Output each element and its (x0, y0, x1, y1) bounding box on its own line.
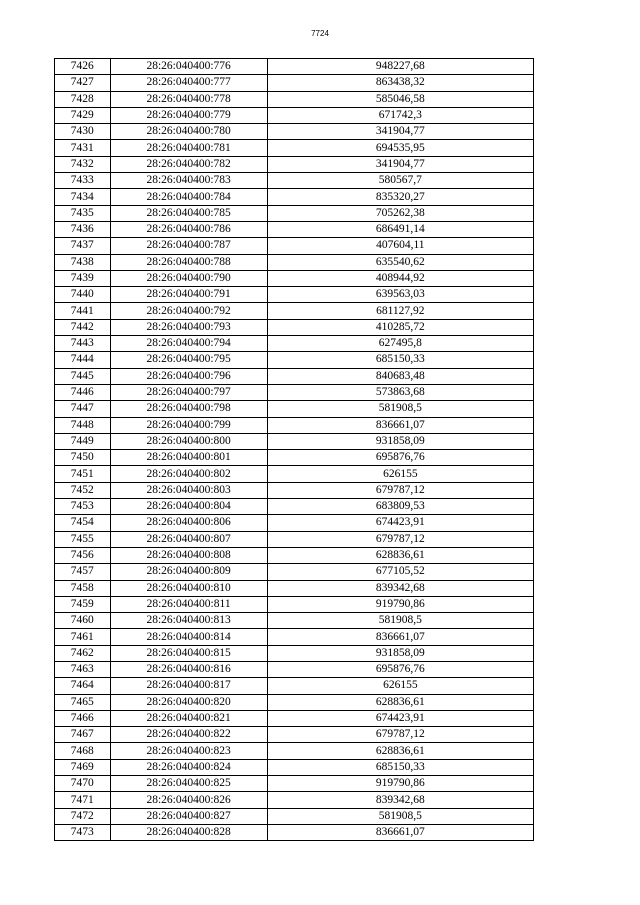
cadastral-number-cell: 28:26:040400:799 (110, 417, 267, 433)
row-number-cell: 7441 (55, 303, 111, 319)
table-row (55, 368, 534, 384)
row-number-cell: 7436 (55, 221, 111, 237)
cadastral-number-cell: 28:26:040400:815 (110, 645, 267, 661)
value-cell: 683809,53 (267, 499, 533, 515)
table-row (55, 547, 534, 563)
cadastral-number-cell: 28:26:040400:784 (110, 189, 267, 205)
row-number-cell: 7443 (55, 336, 111, 352)
cadastral-number-cell: 28:26:040400:794 (110, 336, 267, 352)
value-cell: 628836,61 (267, 743, 533, 759)
table-row (55, 270, 534, 286)
table-row (55, 238, 534, 254)
table-row (55, 336, 534, 352)
value-cell: 674423,91 (267, 515, 533, 531)
table-row (55, 450, 534, 466)
value-cell: 581908,5 (267, 401, 533, 417)
row-number-cell: 7431 (55, 140, 111, 156)
cadastral-number-cell: 28:26:040400:826 (110, 792, 267, 808)
value-cell: 836661,07 (267, 629, 533, 645)
cadastral-number-cell: 28:26:040400:780 (110, 124, 267, 140)
row-number-cell: 7457 (55, 564, 111, 580)
row-number-cell: 7466 (55, 710, 111, 726)
value-cell: 671742,3 (267, 107, 533, 123)
row-number-cell: 7430 (55, 124, 111, 140)
cadastral-number-cell: 28:26:040400:822 (110, 727, 267, 743)
cadastral-number-cell: 28:26:040400:787 (110, 238, 267, 254)
row-number-cell: 7439 (55, 270, 111, 286)
value-cell: 626155 (267, 678, 533, 694)
row-number-cell: 7440 (55, 287, 111, 303)
row-number-cell: 7453 (55, 499, 111, 515)
cadastral-number-cell: 28:26:040400:779 (110, 107, 267, 123)
value-cell: 341904,77 (267, 156, 533, 172)
cadastral-number-cell: 28:26:040400:788 (110, 254, 267, 270)
table-row (55, 205, 534, 221)
cadastral-number-cell: 28:26:040400:796 (110, 368, 267, 384)
row-number-cell: 7444 (55, 352, 111, 368)
table-row (55, 173, 534, 189)
value-cell: 581908,5 (267, 613, 533, 629)
cadastral-number-cell: 28:26:040400:802 (110, 466, 267, 482)
value-cell: 679787,12 (267, 482, 533, 498)
cadastral-number-cell: 28:26:040400:803 (110, 482, 267, 498)
table-row (55, 319, 534, 335)
row-number-cell: 7448 (55, 417, 111, 433)
page-number: 7724 (311, 29, 329, 38)
row-number-cell: 7458 (55, 580, 111, 596)
cadastral-number-cell: 28:26:040400:790 (110, 270, 267, 286)
cadastral-number-cell: 28:26:040400:800 (110, 433, 267, 449)
table-row (55, 482, 534, 498)
value-cell: 695876,76 (267, 450, 533, 466)
row-number-cell: 7456 (55, 547, 111, 563)
row-number-cell: 7428 (55, 91, 111, 107)
value-cell: 581908,5 (267, 808, 533, 824)
value-cell: 681127,92 (267, 303, 533, 319)
row-number-cell: 7469 (55, 759, 111, 775)
row-number-cell: 7434 (55, 189, 111, 205)
table-row (55, 59, 534, 75)
row-number-cell: 7426 (55, 59, 111, 75)
value-cell: 628836,61 (267, 547, 533, 563)
table-row (55, 107, 534, 123)
cadastral-number-cell: 28:26:040400:801 (110, 450, 267, 466)
table-row (55, 287, 534, 303)
table-body (55, 59, 534, 841)
value-cell: 679787,12 (267, 531, 533, 547)
table-row (55, 433, 534, 449)
table-row (55, 254, 534, 270)
table-row (55, 678, 534, 694)
row-number-cell: 7468 (55, 743, 111, 759)
value-cell: 679787,12 (267, 727, 533, 743)
value-cell: 919790,86 (267, 776, 533, 792)
value-cell: 341904,77 (267, 124, 533, 140)
cadastral-number-cell: 28:26:040400:809 (110, 564, 267, 580)
cadastral-number-cell: 28:26:040400:778 (110, 91, 267, 107)
table-row (55, 189, 534, 205)
value-cell: 839342,68 (267, 792, 533, 808)
value-cell: 840683,48 (267, 368, 533, 384)
cadastral-number-cell: 28:26:040400:817 (110, 678, 267, 694)
row-number-cell: 7473 (55, 824, 111, 840)
row-number-cell: 7442 (55, 319, 111, 335)
value-cell: 627495,8 (267, 336, 533, 352)
row-number-cell: 7445 (55, 368, 111, 384)
cadastral-number-cell: 28:26:040400:808 (110, 547, 267, 563)
table-row (55, 727, 534, 743)
cadastral-number-cell: 28:26:040400:797 (110, 384, 267, 400)
cadastral-number-cell: 28:26:040400:782 (110, 156, 267, 172)
table-row (55, 824, 534, 840)
value-cell: 685150,33 (267, 352, 533, 368)
cadastral-number-cell: 28:26:040400:814 (110, 629, 267, 645)
row-number-cell: 7462 (55, 645, 111, 661)
row-number-cell: 7454 (55, 515, 111, 531)
cadastral-number-cell: 28:26:040400:783 (110, 173, 267, 189)
cadastral-number-cell: 28:26:040400:821 (110, 710, 267, 726)
value-cell: 639563,03 (267, 287, 533, 303)
row-number-cell: 7463 (55, 661, 111, 677)
table-row (55, 808, 534, 824)
row-number-cell: 7435 (55, 205, 111, 221)
table-row (55, 401, 534, 417)
value-cell: 836661,07 (267, 417, 533, 433)
cadastral-number-cell: 28:26:040400:798 (110, 401, 267, 417)
table-row (55, 221, 534, 237)
table-row (55, 531, 534, 547)
table-row (55, 499, 534, 515)
row-number-cell: 7438 (55, 254, 111, 270)
cadastral-number-cell: 28:26:040400:806 (110, 515, 267, 531)
cadastral-number-cell: 28:26:040400:823 (110, 743, 267, 759)
cadastral-number-cell: 28:26:040400:786 (110, 221, 267, 237)
value-cell: 685150,33 (267, 759, 533, 775)
value-cell: 674423,91 (267, 710, 533, 726)
table-row (55, 613, 534, 629)
table-row (55, 156, 534, 172)
row-number-cell: 7452 (55, 482, 111, 498)
value-cell: 839342,68 (267, 580, 533, 596)
table-row (55, 124, 534, 140)
table-row (55, 564, 534, 580)
value-cell: 573863,68 (267, 384, 533, 400)
row-number-cell: 7467 (55, 727, 111, 743)
cadastral-number-cell: 28:26:040400:807 (110, 531, 267, 547)
cadastral-number-cell: 28:26:040400:792 (110, 303, 267, 319)
table-row (55, 661, 534, 677)
value-cell: 695876,76 (267, 661, 533, 677)
row-number-cell: 7459 (55, 596, 111, 612)
cadastral-number-cell: 28:26:040400:820 (110, 694, 267, 710)
cadastral-number-cell: 28:26:040400:827 (110, 808, 267, 824)
table-row (55, 710, 534, 726)
table-row (55, 645, 534, 661)
cadastral-number-cell: 28:26:040400:785 (110, 205, 267, 221)
row-number-cell: 7446 (55, 384, 111, 400)
table-row (55, 596, 534, 612)
table-row (55, 776, 534, 792)
value-cell: 635540,62 (267, 254, 533, 270)
row-number-cell: 7429 (55, 107, 111, 123)
table-row (55, 629, 534, 645)
table-row (55, 384, 534, 400)
cadastral-number-cell: 28:26:040400:776 (110, 59, 267, 75)
cadastral-number-cell: 28:26:040400:795 (110, 352, 267, 368)
cadastral-number-cell: 28:26:040400:777 (110, 75, 267, 91)
value-cell: 931858,09 (267, 433, 533, 449)
value-cell: 948227,68 (267, 59, 533, 75)
table-row (55, 417, 534, 433)
value-cell: 919790,86 (267, 596, 533, 612)
table-row (55, 580, 534, 596)
value-cell: 628836,61 (267, 694, 533, 710)
row-number-cell: 7433 (55, 173, 111, 189)
table-row (55, 466, 534, 482)
table-row (55, 743, 534, 759)
cadastral-number-cell: 28:26:040400:804 (110, 499, 267, 515)
row-number-cell: 7427 (55, 75, 111, 91)
row-number-cell: 7437 (55, 238, 111, 254)
table-row (55, 792, 534, 808)
value-cell: 585046,58 (267, 91, 533, 107)
row-number-cell: 7460 (55, 613, 111, 629)
row-number-cell: 7432 (55, 156, 111, 172)
row-number-cell: 7451 (55, 466, 111, 482)
value-cell: 694535,95 (267, 140, 533, 156)
table-row (55, 694, 534, 710)
row-number-cell: 7470 (55, 776, 111, 792)
value-cell: 407604,11 (267, 238, 533, 254)
table-row (55, 759, 534, 775)
row-number-cell: 7465 (55, 694, 111, 710)
row-number-cell: 7464 (55, 678, 111, 694)
cadastral-number-cell: 28:26:040400:810 (110, 580, 267, 596)
value-cell: 626155 (267, 466, 533, 482)
cadastral-number-cell: 28:26:040400:793 (110, 319, 267, 335)
table-row (55, 140, 534, 156)
table-row (55, 75, 534, 91)
row-number-cell: 7455 (55, 531, 111, 547)
table-row (55, 352, 534, 368)
value-cell: 677105,52 (267, 564, 533, 580)
row-number-cell: 7472 (55, 808, 111, 824)
row-number-cell: 7447 (55, 401, 111, 417)
value-cell: 931858,09 (267, 645, 533, 661)
cadastral-number-cell: 28:26:040400:824 (110, 759, 267, 775)
cadastral-number-cell: 28:26:040400:791 (110, 287, 267, 303)
table-row (55, 91, 534, 107)
cadastral-number-cell: 28:26:040400:811 (110, 596, 267, 612)
row-number-cell: 7471 (55, 792, 111, 808)
row-number-cell: 7449 (55, 433, 111, 449)
table-row (55, 515, 534, 531)
value-cell: 408944,92 (267, 270, 533, 286)
cadastral-number-cell: 28:26:040400:813 (110, 613, 267, 629)
cadastral-number-cell: 28:26:040400:828 (110, 824, 267, 840)
row-number-cell: 7461 (55, 629, 111, 645)
value-cell: 835320,27 (267, 189, 533, 205)
value-cell: 410285,72 (267, 319, 533, 335)
value-cell: 580567,7 (267, 173, 533, 189)
row-number-cell: 7450 (55, 450, 111, 466)
cadastral-number-cell: 28:26:040400:816 (110, 661, 267, 677)
cadastral-value-table (54, 58, 534, 841)
value-cell: 705262,38 (267, 205, 533, 221)
table-row (55, 303, 534, 319)
value-cell: 686491,14 (267, 221, 533, 237)
cadastral-number-cell: 28:26:040400:781 (110, 140, 267, 156)
value-cell: 863438,32 (267, 75, 533, 91)
cadastral-number-cell: 28:26:040400:825 (110, 776, 267, 792)
value-cell: 836661,07 (267, 824, 533, 840)
